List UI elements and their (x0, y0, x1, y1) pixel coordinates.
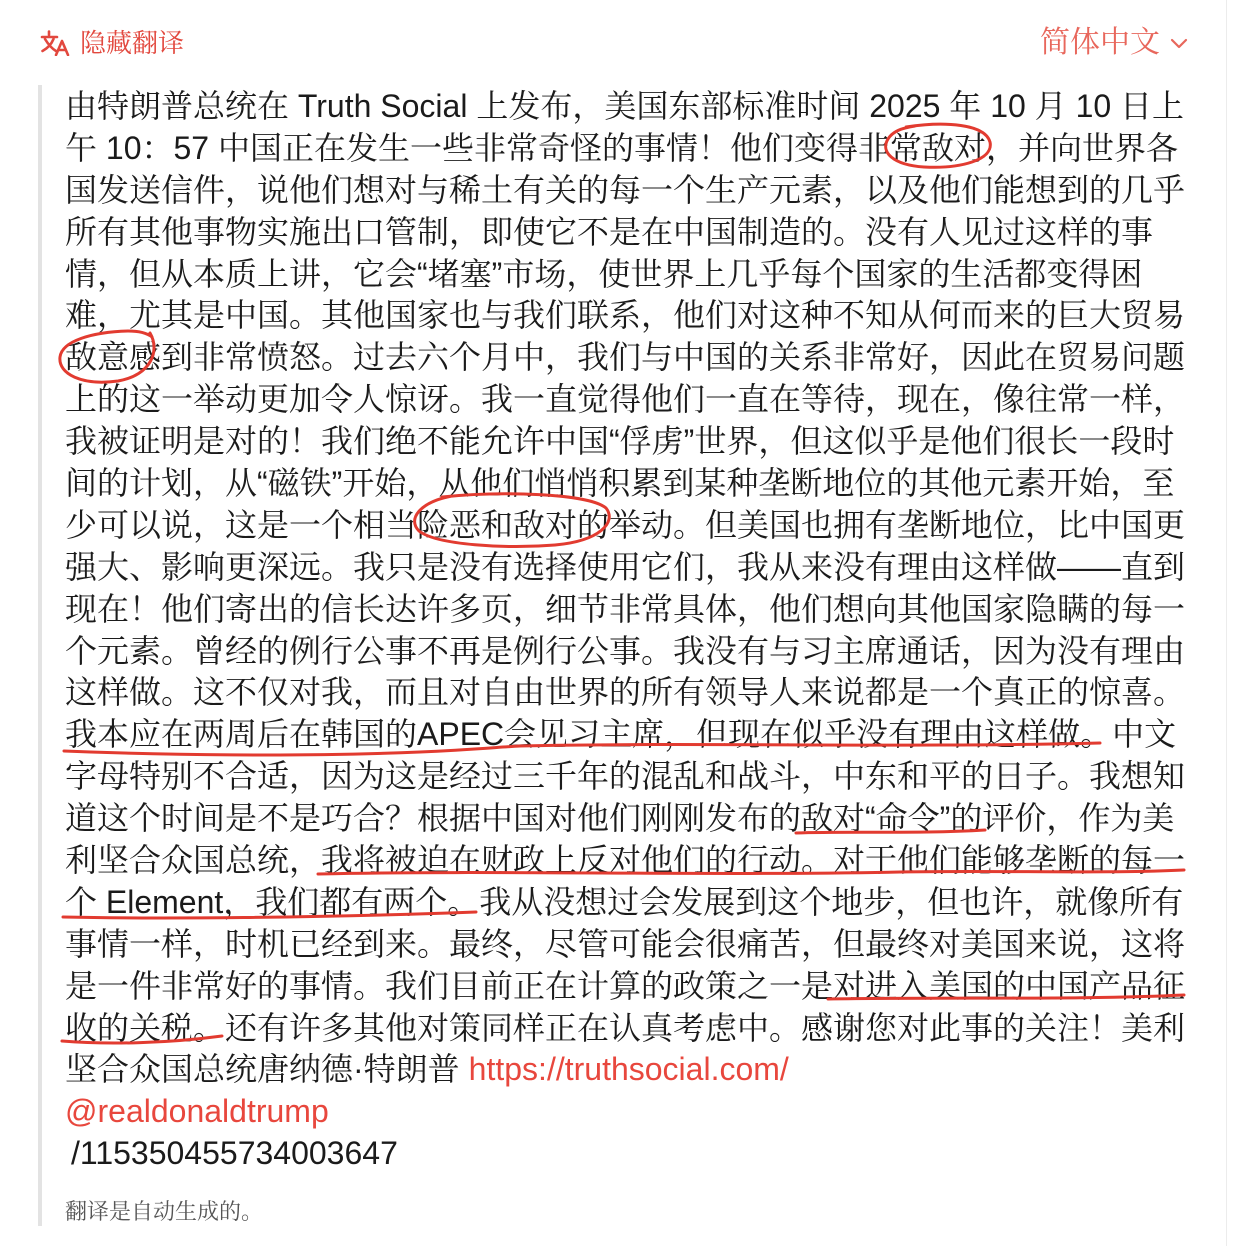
hide-translation-label: 隐藏翻译 (80, 28, 185, 58)
card-right-border (1226, 0, 1227, 1246)
language-select-label: 简体中文 (1040, 26, 1160, 59)
translate-icon (40, 30, 70, 56)
translation-line: 是一件非常好的事情。我们目前正在计算的政策之一是对进入美国的中国产品征 (65, 967, 1186, 1004)
translation-line: 个 Element，我们都有两个。我从没想过会发展到这个地步，但也许，就像所有 (65, 883, 1184, 920)
truthsocial-link-handle[interactable]: @realdonaldtrump (65, 1093, 329, 1130)
translation-line: 国发送信件，说他们想对与稀土有关的每一个生产元素，以及他们能想到的几乎 (65, 171, 1186, 208)
quote-bar (38, 85, 42, 1226)
translation-line-post-id (65, 1133, 1215, 1175)
translated-post (65, 86, 1215, 1175)
translation-line: 字母特别不合适，因为这是经过三千年的混乱和战斗，中东和平的日子。我想知 (65, 758, 1186, 795)
translation-line: 上的这一举动更加令人惊讶。我一直觉得他们一直在等待，现在，像往常一样， (65, 381, 1186, 418)
translation-line: 个元素。曾经的例行公事不再是例行公事。我没有与习主席通话，因为没有理由 (65, 632, 1186, 669)
auto-translation-note: 翻译是自动生成的。 (65, 1199, 264, 1224)
translation-line: 敌意感到非常愤怒。过去六个月中，我们与中国的关系非常好，因此在贸易问题 (65, 339, 1186, 376)
post-id-text: /115350455734003647 (71, 1135, 398, 1172)
translation-line: 这样做。这不仅对我，而且对自由世界的所有领导人来说都是一个真正的惊喜。 (65, 674, 1186, 711)
translation-line: 少可以说，这是一个相当险恶和敌对的举动。但美国也拥有垄断地位，比中国更 (65, 506, 1186, 543)
translation-line: 我本应在两周后在韩国的APEC会见习主席，但现在似乎没有理由这样做。中文 (65, 716, 1177, 753)
translation-line: 所有其他事物实施出口管制，即使它不是在中国制造的。没有人见过这样的事 (65, 213, 1154, 250)
translation-line: 情，但从本质上讲，它会“堵塞”市场，使世界上几乎每个国家的生活都变得困 (65, 255, 1143, 292)
translation-line: 收的关税。还有许多其他对策同样正在认真考虑中。感谢您对此事的关注！美利 (65, 1009, 1186, 1046)
translation-line: 午 10：57 中国正在发生一些非常奇怪的事情！他们变得非常敌对，并向世界各 (65, 129, 1178, 166)
signature-text: 坚合众国总统唐纳德·特朗普 (65, 1051, 460, 1088)
translation-line: 道这个时间是不是巧合？根据中国对他们刚刚发布的敌对“命令”的评价，作为美 (65, 800, 1175, 837)
translation-line: 利坚合众国总统，我将被迫在财政上反对他们的行动。对于他们能够垄断的每一 (65, 842, 1186, 879)
translation-line: 我被证明是对的！我们绝不能允许中国“俘虏”世界，但这似乎是他们很长一段时 (65, 423, 1175, 460)
translation-line: 由特朗普总统在 Truth Social 上发布，美国东部标准时间 2025 年 10 月 10 日上 (65, 88, 1185, 124)
translation-line: 强大、影响更深远。我只是没有选择使用它们，我从来没有理由这样做——直到 (65, 548, 1186, 585)
translation-line: 事情一样，时机已经到来。最终，尽管可能会很痛苦，但最终对美国来说，这将 (65, 925, 1186, 962)
hide-translation-button[interactable] (40, 26, 184, 60)
translation-line: 难，尤其是中国。其他国家也与我们联系，他们对这种不知从何而来的巨大贸易 (65, 297, 1186, 334)
translation-line-signature (65, 1049, 1215, 1091)
chevron-down-icon (1170, 38, 1188, 49)
translation-line: 间的计划，从“磁铁”开始，从他们悄悄积累到某种垄断地位的其他元素开始，至 (65, 465, 1175, 502)
translation-line: 现在！他们寄出的信长达许多页，细节非常具体，他们想向其他国家隐瞒的每一 (65, 590, 1186, 627)
translation-line-handle (65, 1091, 1215, 1133)
truthsocial-link-url[interactable]: https://truthsocial.com/ (468, 1051, 789, 1088)
language-select[interactable] (1040, 24, 1188, 62)
